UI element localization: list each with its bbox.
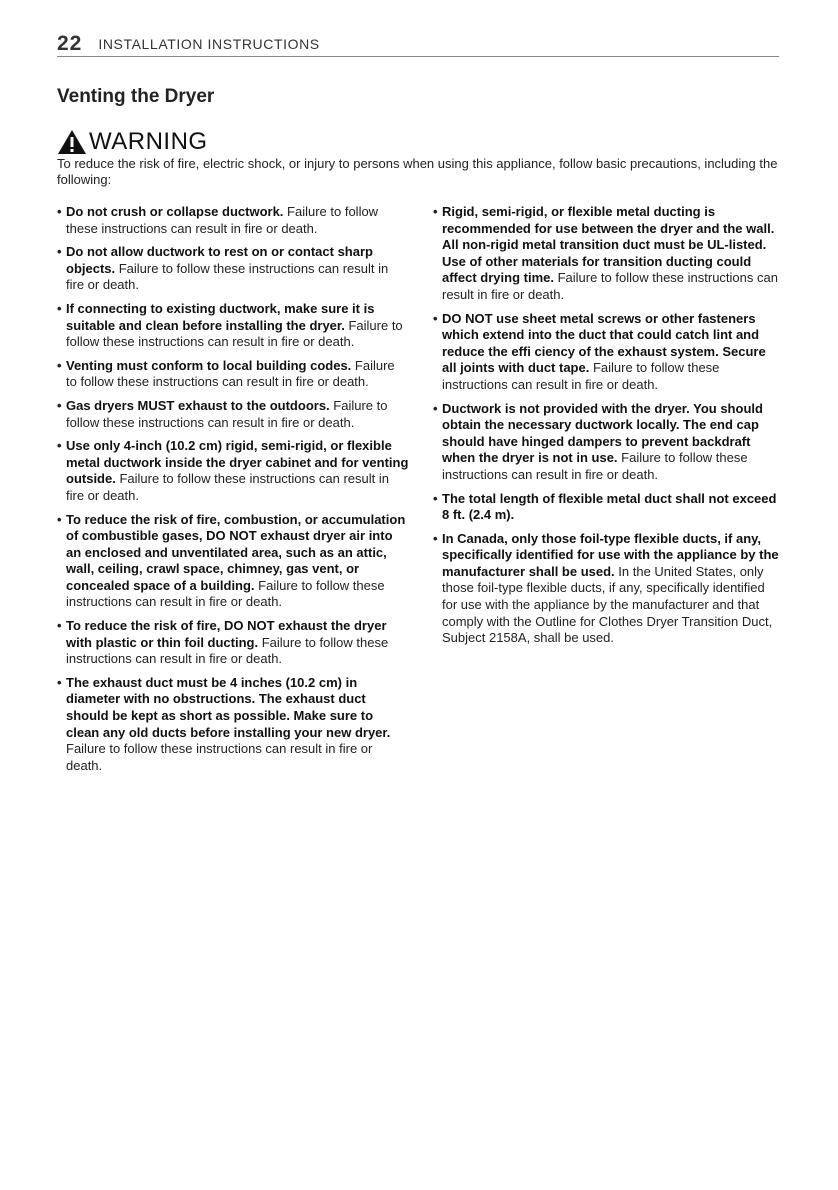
list-item <box>57 618 409 668</box>
item-body-text: Failure to follow these instructions can result in fire or death. <box>66 204 379 236</box>
item-bold-text: Ductwork is not provided with the dryer. You should obtain the necessary ductwork locally. The end cap should have hinged dampers to prevent backdraft when the dryer is not in use. <box>442 400 763 466</box>
list-item <box>57 244 409 294</box>
item-bold-text: In Canada, only those foil-type flexible ducts, if any, specifically identified for use with the appliance by the manufacturer shall be used. <box>442 530 779 579</box>
section-name: INSTALLATION INSTRUCTIONS <box>98 36 320 52</box>
item-body-text: Failure to follow these instructions can result in fire or death. <box>66 741 373 773</box>
item-body-text: Failure to follow these instructions can result in fire or death. <box>66 317 403 350</box>
list-item <box>57 675 409 775</box>
item-body-text: Failure to follow these instructions can result in fire or death. <box>442 270 778 302</box>
list-item <box>433 491 783 524</box>
item-body-text: Failure to follow these instructions can result in fire or death. <box>442 360 720 392</box>
bullet-icon: • <box>57 244 62 260</box>
bullet-icon: • <box>57 511 62 527</box>
item-bold-text: If connecting to existing ductwork, make sure it is suitable and clean before installing the dryer. <box>66 300 375 333</box>
list-item <box>57 204 409 237</box>
list-item <box>57 512 409 612</box>
bullet-icon: • <box>433 530 438 546</box>
item-body-text: Failure to follow these instructions can result in fire or death. <box>66 357 395 390</box>
list-item <box>57 301 409 351</box>
bullet-icon: • <box>57 438 62 454</box>
bullet-icon: • <box>57 204 62 219</box>
item-bold-text: The exhaust duct must be 4 inches (10.2 cm) in diameter with no obstructions. The exhaust duct should be kept as short as possible. Make sure to clean any old ducts before installing your new dryer. <box>66 674 391 740</box>
item-bold-text: Do not allow ductwork to rest on or contact sharp objects. <box>66 244 373 276</box>
bullet-icon: • <box>57 618 62 634</box>
item-body-text: Failure to follow these instructions can result in fire or death. <box>66 634 389 667</box>
bullet-icon: • <box>57 357 62 373</box>
item-body-text: Failure to follow these instructions can result in fire or death. <box>66 397 388 430</box>
item-bold-text: To reduce the risk of fire, combustion, or accumulation of combustible gases, DO NOT exhaust dryer air into an enclosed and unventilated area, such as an attic, wall, ceiling, crawl space, chimney, gas vent, or concealed space of a building. <box>66 511 406 593</box>
item-bold-text: DO NOT use sheet metal screws or other fasteners which extend into the duct that could catch lint and reduce the effi ciency of the exhaust system. Secure all joints with duct tape. <box>442 310 766 376</box>
bullet-icon: • <box>57 674 62 690</box>
warning-triangle-icon <box>57 129 87 155</box>
bullet-icon: • <box>57 300 62 316</box>
item-bold-text: Use only 4-inch (10.2 cm) rigid, semi-rigid, or flexible metal ductwork inside the dryer cabinet and for venting outside. <box>66 438 409 487</box>
list-item <box>433 401 783 484</box>
warning-heading <box>57 128 208 156</box>
item-bold-text: Gas dryers MUST exhaust to the outdoors. <box>66 397 330 413</box>
left-column-list <box>57 204 409 781</box>
list-item <box>433 204 783 304</box>
item-bold-text: Rigid, semi-rigid, or flexible metal ducting is recommended for use between the dryer and the wall. All non-rigid metal transition duct must be UL-listed. Use of other materials for transition ducting could affect drying time. <box>442 204 775 286</box>
list-item <box>433 311 783 394</box>
list-item <box>57 398 409 431</box>
page-number: 22 <box>57 32 83 55</box>
item-body-text: Failure to follow these instructions can result in fire or death. <box>66 260 389 293</box>
item-bold-text: Do not crush or collapse ductwork. <box>66 204 284 219</box>
item-body-text: In the United States, only those foil-type flexible ducts, if any, specifically identified for use with the appliance by the manufacturer and that comply with the Outline for Clothes Dryer Transition Duct, Subject 2158A, shall be used. <box>442 563 773 646</box>
item-body-text: Failure to follow these instructions can result in fire or death. <box>442 450 748 482</box>
bullet-icon: • <box>433 490 438 506</box>
item-bold-text: Venting must conform to local building codes. <box>66 357 352 373</box>
bullet-icon: • <box>433 310 438 326</box>
item-bold-text: To reduce the risk of fire, DO NOT exhaust the dryer with plastic or thin foil ducting. <box>66 618 387 650</box>
bullet-icon: • <box>433 400 438 416</box>
bullet-icon: • <box>57 397 62 413</box>
item-bold-text: The total length of flexible metal duct shall not exceed 8 ft. (2.4 m). <box>442 490 777 523</box>
bullet-icon: • <box>433 204 438 219</box>
page-title: Venting the Dryer <box>57 86 215 107</box>
item-body-text: Failure to follow these instructions can result in fire or death. <box>66 471 389 503</box>
right-column-list <box>433 204 783 654</box>
page-header <box>57 30 779 57</box>
list-item <box>433 531 783 647</box>
item-body-text: Failure to follow these instructions can result in fire or death. <box>66 577 385 610</box>
warning-intro: To reduce the risk of fire, electric shock, or injury to persons when using this appliance, follow basic precautions, including the following: <box>57 156 778 187</box>
list-item <box>57 358 409 391</box>
warning-label: WARNING <box>89 128 208 155</box>
list-item <box>57 438 409 504</box>
